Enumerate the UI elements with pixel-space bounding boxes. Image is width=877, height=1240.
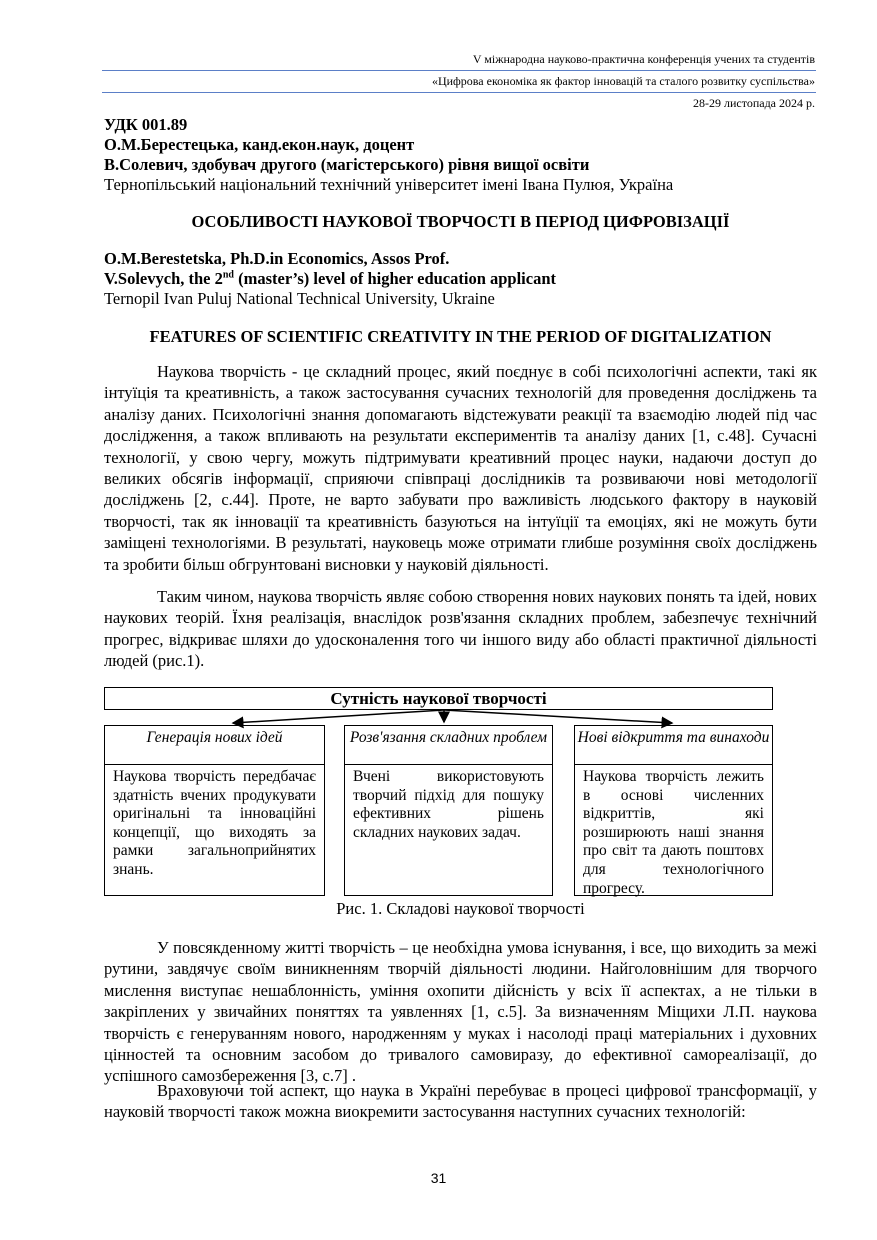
udk-code: УДК 001.89 xyxy=(104,115,188,134)
en-affiliation: Ternopil Ivan Puluj National Technical University, Ukraine xyxy=(104,289,495,308)
ua-affiliation: Тернопільський національний технічний університет імені Івана Пулюя, Україна xyxy=(104,175,674,194)
arrow-left xyxy=(233,710,444,723)
conference-date: 28-29 листопада 2024 р. xyxy=(693,96,815,110)
en-author-2-pre: V.Solevych, the 2 xyxy=(104,269,223,288)
figure-title: Сутність наукової творчості xyxy=(104,687,773,710)
figure-category-1: Генерація нових ідей xyxy=(104,725,325,765)
figure-category-2: Розв'язання складних проблем xyxy=(344,725,553,765)
arrow-right xyxy=(444,710,672,723)
paragraph-1: Наукова творчість - це складний процес, який поєднує в собі психологічні аспекти, такі як інтуїція та креативність, а також застосування сучасних технологій для проведення досліджень та аналізу даних. Психологічні знання допомагають відстежувати реакції та взаємодію людей під час дослідження, а також впливають на результати експериментів та аналізу даних [1, с.48]. Сучасні технології, у свою чергу, можуть підтримувати креативний процес науки, надаючи доступ до великих обсягів інформації, сприяючи співпраці дослідників та розвиваючи нові методології досліджень [2, с.44]. Проте, не варто забувати про важливість людського фактору в науковій творчості, так як інновації та креативність базуються на інтуїції та емоціях, які не можуть бути заміщені технологіями. В результаті, науковець може отримати глибше розуміння своїх досліджень та зробити більш обгрунтовані висновки у науковій діяльності. xyxy=(104,362,817,574)
ua-author-1: О.М.Берестецька, канд.екон.наук, доцент xyxy=(104,135,415,154)
page-number: 31 xyxy=(430,1170,447,1186)
figure-caption: Рис. 1. Складові наукової творчості xyxy=(336,899,585,918)
figure-category-3: Нові відкриття та винаходи xyxy=(574,725,773,765)
figure-description-3: Наукова творчість лежить в основі численних відкриттів, які розширюють наші знання про світ та дають поштовх для технологічного прогресу. xyxy=(574,764,773,896)
en-title: FEATURES OF SCIENTIFIC CREATIVITY IN THE PERIOD OF DIGITALIZATION xyxy=(149,327,772,346)
en-author-2-post: (master’s) level of higher education applicant xyxy=(234,269,557,288)
ua-title: ОСОБЛИВОСТІ НАУКОВОЇ ТВОРЧОСТІ В ПЕРІОД ЦИФРОВІЗАЦІЇ xyxy=(191,212,730,231)
conference-title: V міжнародна науково-практична конференція учених та студентів xyxy=(472,52,815,66)
paragraph-4: Враховуючи той аспект, що наука в Україні перебуває в процесі цифрової трансформації, у науковій творчості також можна виокремити застосування наступних сучасних технологій: xyxy=(104,1081,817,1122)
paragraph-3: У повсякденному житті творчість – це необхідна умова існування, і все, що виходить за межі рутини, завдячує своїм виникненням творчій діяльності людини. Найголовнішим для творчого мислення виступає нешаблонність, уміння охопити дійсність у всіх її аспектах, а не тільки в закріплених у звичайних поняттях та уявленнях [1, с.5]. За визначенням Міщихи Л.П. наукова творчість є генеруванням нового, народженням у муках і насолоді праці матеріальних і духовних цінностей та основним засобом до тривалого самовиразу, до ефективної самореалізації, до успішного самозбереження [3, с.7] . xyxy=(104,938,817,1086)
figure-description-2: Вчені використовують творчий підхід для пошуку ефективних рішень складних наукових задач. xyxy=(344,764,553,896)
en-author-1: O.M.Berestetska, Ph.D.in Economics, Assos Prof. xyxy=(104,249,450,268)
en-author-2-sup: nd xyxy=(222,269,234,281)
paragraph-2: Таким чином, наукова творчість являє собою створення нових наукових понять та ідей, нових наукових теорій. Їхня реалізація, внаслідок розв'язання складних проблем, забезпечує технічний прогрес, відкриває шляхи до удосконалення того чи іншого виду або області практичної діяльності людей (рис.1). xyxy=(104,587,817,671)
ua-author-2: В.Солевич, здобувач другого (магістерського) рівня вищої освіти xyxy=(104,155,590,174)
figure-description-1: Наукова творчість передбачає здатність вчених продукувати оригінальні та інноваційні концепції, що виходять за рамки загальноприйнятих знань. xyxy=(104,764,325,896)
conference-theme: «Цифрова економіка як фактор інновацій та сталого розвитку суспільства» xyxy=(431,74,815,88)
